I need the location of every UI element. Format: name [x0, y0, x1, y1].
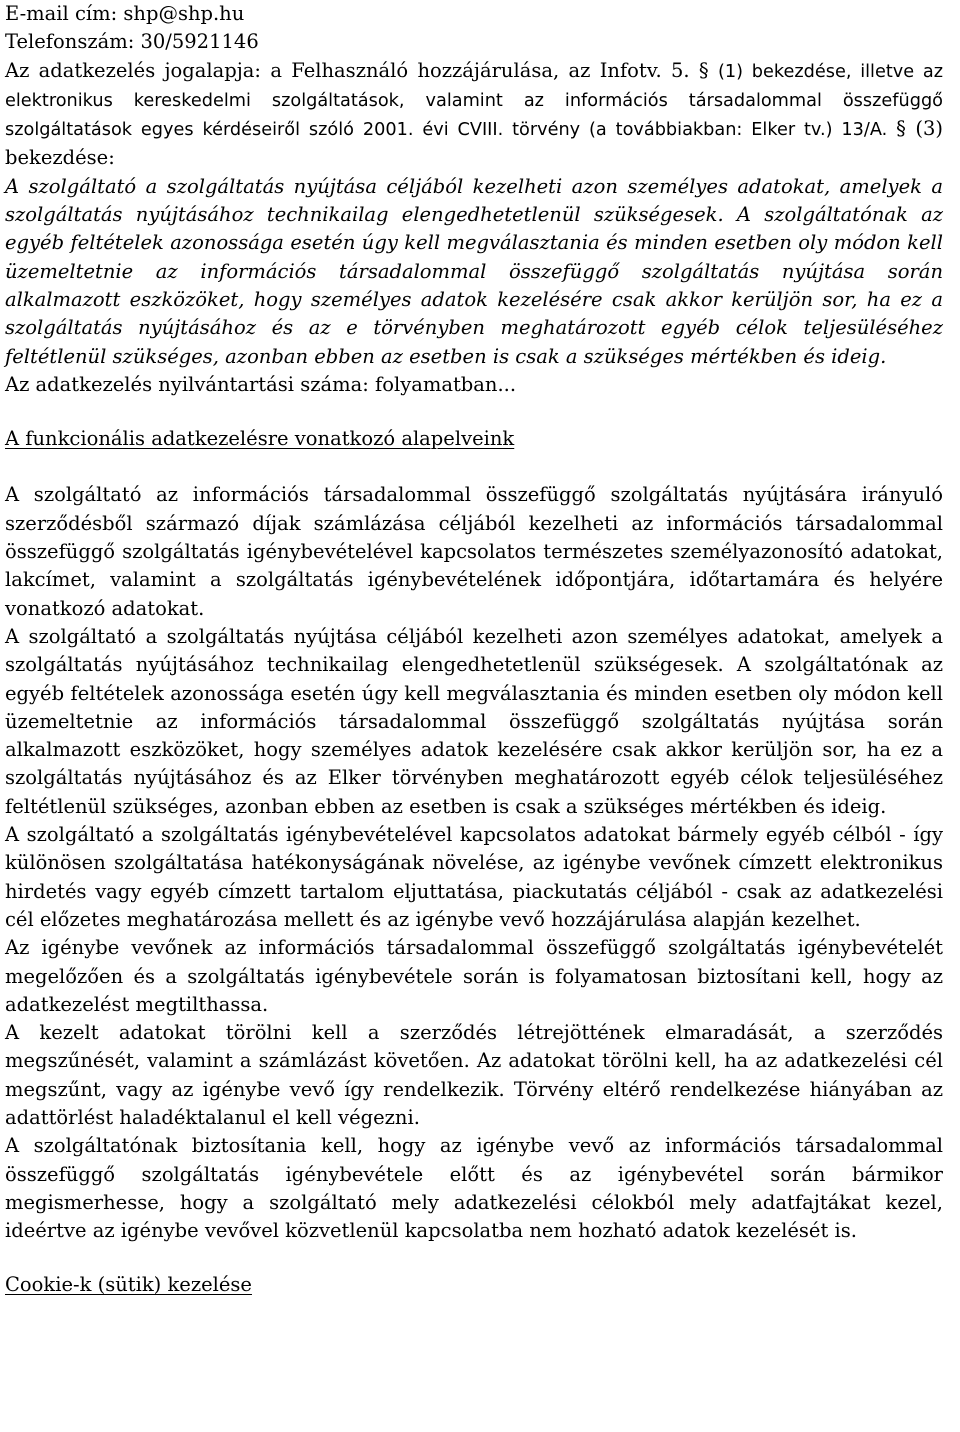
contact-email: E-mail cím: shp@shp.hu — [5, 2, 245, 25]
quoted-law-text: A szolgáltató a szolgáltatás nyújtása céljából kezelheti azon személyes adatokat, amelyek a szolgáltatás nyújtásához technikailag elengedhetetlenül szükségesek. A szolgáltatónak az egyéb feltételek azonossága esetén úgy kell megválasztania és minden esetben oly módon kell üzemeltetnie az információs társadalommal összefüggő szolgáltatás nyújtása során alkalmazott eszközöket, hogy személyes adatok kezelésére csak akkor kerüljön sor, ha ez a szolgáltatás nyújtásához és az e törvényben meghatározott egyéb célok teljesüléséhez feltétlenül szükséges, azonban ebben az esetben is csak a szükséges mértékben és ideig. — [5, 174, 943, 368]
section-sign-1: § — [698, 58, 709, 82]
legal-basis-lead: Az adatkezelés jogalapja: a Felhasználó hozzájárulása, az Infotv. 5. — [5, 58, 699, 82]
cookie-heading: Cookie-k (sütik) kezelése — [5, 1273, 252, 1297]
paragraph-billing: A szolgáltató az információs társadalommal összefüggő szolgáltatás nyújtására irányuló szerződésből származó díjak számlázása céljából kezelheti az információs társadalommal összefüggő szolgáltatás igénybevételével kapcsolatos természetes személyazonosító adatokat, lakcímet, valamint a szolgáltatás igénybevételének időpontjára, időtartamára és helyére vonatkozó adatokat. — [5, 483, 943, 620]
paragraph-deletion: A kezelt adatokat törölni kell a szerződés létrejöttének elmaradását, a szerződés megszűnését, valamint a számlázást követően. Az adatokat törölni kell, ha az adatkezelési cél megszűnt, vagy az igénybe vevő így rendelkezik. Törvény eltérő rendelkezése hiányában az adattörlést haladéktalanul el kell végezni. — [5, 1021, 943, 1129]
section-sign-2: § — [896, 117, 906, 141]
legal-basis-paragraph — [5, 57, 943, 173]
paragraph-opt-out: Az igénybe vevőnek az információs társadalommal összefüggő szolgáltatás igénybevételét megelőzően és a szolgáltatás igénybevétele során is folyamatosan biztosítani kell, hogy az adatkezelést megtilthassa. — [5, 936, 943, 1016]
document-page — [5, 0, 943, 1300]
registry-number: Az adatkezelés nyilvántartási száma: folyamatban... — [5, 372, 517, 396]
contact-phone: Telefonszám: 30/5921146 — [5, 30, 259, 54]
legal-basis-tail: (3) bekezdése: — [5, 117, 943, 170]
paragraph-transparency: A szolgáltatónak biztosítania kell, hogy az igénybe vevő az információs társadalommal összefüggő szolgáltatás igénybevétele előtt és az igénybevétel során bármikor megismerhesse, hogy a szolgáltató mely adatkezelési célokból mely adatfajtákat kezel, ideértve az igénybe vevővel közvetlenül kapcsolatba nem hozható adatok kezelését is. — [5, 1134, 943, 1243]
section-heading: A funkcionális adatkezelésre vonatkozó alapelveink — [5, 427, 515, 451]
paragraph-service-data: A szolgáltató a szolgáltatás nyújtása céljából kezelheti azon személyes adatokat, amelyek a szolgáltatás nyújtásához technikailag elengedhetetlenül szükségesek. A szolgáltatónak az egyéb feltételek azonossága esetén úgy kell megválasztania és minden esetben oly módon kell üzemeltetnie az információs társadalommal összefüggő szolgáltatás nyújtása során alkalmazott eszközöket, hogy személyes adatok kezelésére csak akkor kerüljön sor, ha ez a szolgáltatás nyújtásához és az Elker törvényben meghatározott egyéb célok teljesüléséhez feltétlenül szükséges, azonban ebben az esetben is csak a szükséges mértékben és ideig. — [5, 624, 943, 818]
legal-basis-rest: (1) bekezdése, illetve az elektronikus kereskedelmi szolgáltatások, valamint az információs társadalommal összefüggő szolgáltatások egyes kérdéseiről szóló 2001. évi CVIII. törvény (a továbbiakban: Elker tv.) 13/A. — [5, 61, 943, 141]
paragraph-other-purposes: A szolgáltató a szolgáltatás igénybevételével kapcsolatos adatokat bármely egyéb célból - így különösen szolgáltatása hatékonyságának növelése, az igénybe vevőnek címzett elektronikus hirdetés vagy egyéb címzett tartalom eljuttatása, piackutatás céljából - csak az adatkezelési cél előzetes meghatározása mellett és az igénybe vevő hozzájárulása alapján kezelhet. — [5, 823, 943, 931]
